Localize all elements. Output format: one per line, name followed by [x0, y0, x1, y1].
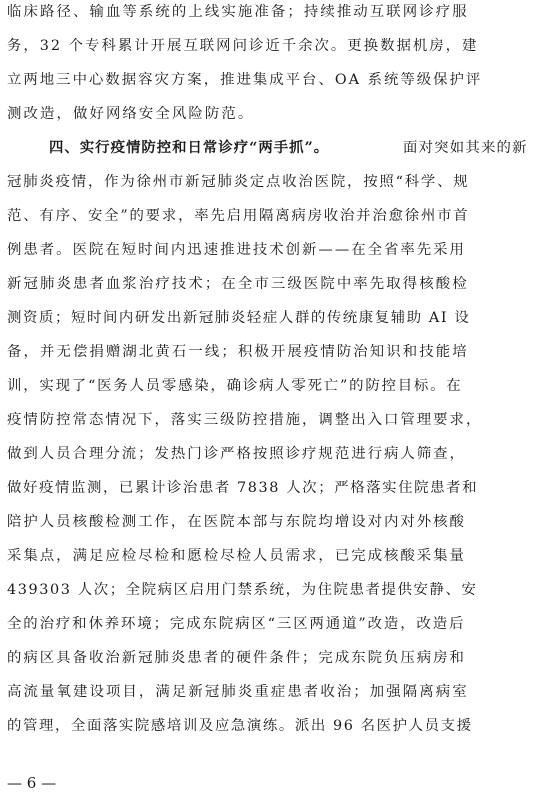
paragraph-line: 的管理，全面落实院感培训及应急演练。派出 96 名医护人员支援 — [7, 718, 473, 734]
page-number: — 6 — — [7, 774, 57, 792]
text-line — [0, 441, 558, 467]
paragraph-line: 439303 人次；全院病区启用门禁系统，为住院患者提供安静、安 — [7, 582, 478, 598]
paragraph-line: 全的治疗和休养环境；完成东院病区“三区两通道”改造，改造后 — [7, 616, 466, 632]
paragraph-line: 备，并无偿捐赠湖北黄石一线；积极开展疫情防治知识和技能培 — [7, 344, 469, 360]
text-line — [0, 679, 558, 705]
paragraph-line: 疫情防控常态情况下，落实三级防控措施，调整出入口管理要求， — [7, 412, 483, 428]
text-line — [0, 169, 558, 195]
text-line — [0, 373, 558, 399]
text-line — [0, 0, 558, 25]
text-line — [0, 203, 558, 229]
paragraph-line: 立两地三中心数据容灾方案，推进集成平台、OA 系统等级保护评 — [7, 72, 483, 88]
text-line — [0, 33, 558, 59]
text-line — [0, 67, 558, 93]
text-line — [0, 611, 558, 637]
paragraph-line: 例患者。医院在短时间内迅速推进技术创新——在全省率先采用 — [7, 242, 466, 258]
text-line — [0, 543, 558, 569]
paragraph-line: 冠肺炎疫情，作为徐州市新冠肺炎定点收治医院，按照“科学、规 — [7, 174, 470, 190]
paragraph-line: 新冠肺炎患者血浆治疗技术；在全市三级医院中率先取得核酸检 — [7, 276, 469, 292]
text-line — [0, 135, 558, 161]
paragraph-line: 做好疫情监测，已累计诊治患者 7838 人次；严格落实住院患者和 — [7, 480, 479, 496]
text-line — [0, 713, 558, 739]
text-line — [0, 339, 558, 365]
paragraph-line: 采集点，满足应检尽检和愿检尽检人员需求，已完成核酸采集量 — [7, 548, 466, 564]
paragraph-line: 做到人员合理分流；发热门诊严格按照诊疗规范进行病人筛查， — [7, 446, 466, 462]
paragraph-line: 务，32 个专科累计开展互联网问诊近千余次。更换数据机房，建 — [7, 38, 479, 54]
paragraph-line: 面对突如其来的新 — [403, 140, 528, 156]
text-line — [0, 577, 558, 603]
paragraph-line: 训，实现了“医务人员零感染，确诊病人零死亡”的防控目标。在 — [7, 378, 463, 394]
paragraph-line: 的病区具备收治新冠肺炎患者的硬件条件；完成东院负压病房和 — [7, 650, 466, 666]
paragraph-line: 临床路径、输血等系统的上线实施准备；持续推动互联网诊疗服 — [7, 4, 469, 20]
text-line — [0, 101, 558, 127]
paragraph-line: 陪护人员核酸检测工作，在医院本部与东院均增设对内对外核酸 — [7, 514, 466, 530]
paragraph-line: 测资质；短时间内研发出新冠肺炎轻症人群的传统康复辅助 AI 设 — [7, 310, 471, 326]
text-line — [0, 271, 558, 297]
text-line — [0, 237, 558, 263]
section-heading: 四、实行疫情防控和日常诊疗“两手抓”。 — [49, 139, 330, 156]
text-line — [0, 305, 558, 331]
paragraph-line: 测改造，做好网络安全风险防范。 — [7, 106, 255, 122]
text-line — [0, 645, 558, 671]
paragraph-line: 高流量氧建设项目，满足新冠肺炎重症患者收治；加强隔离病室 — [7, 684, 469, 700]
text-line — [0, 509, 558, 535]
text-line — [0, 475, 558, 501]
paragraph-line: 范、有序、安全”的要求，率先启用隔离病房收治并治愈徐州市首 — [7, 208, 470, 224]
text-line — [0, 407, 558, 433]
